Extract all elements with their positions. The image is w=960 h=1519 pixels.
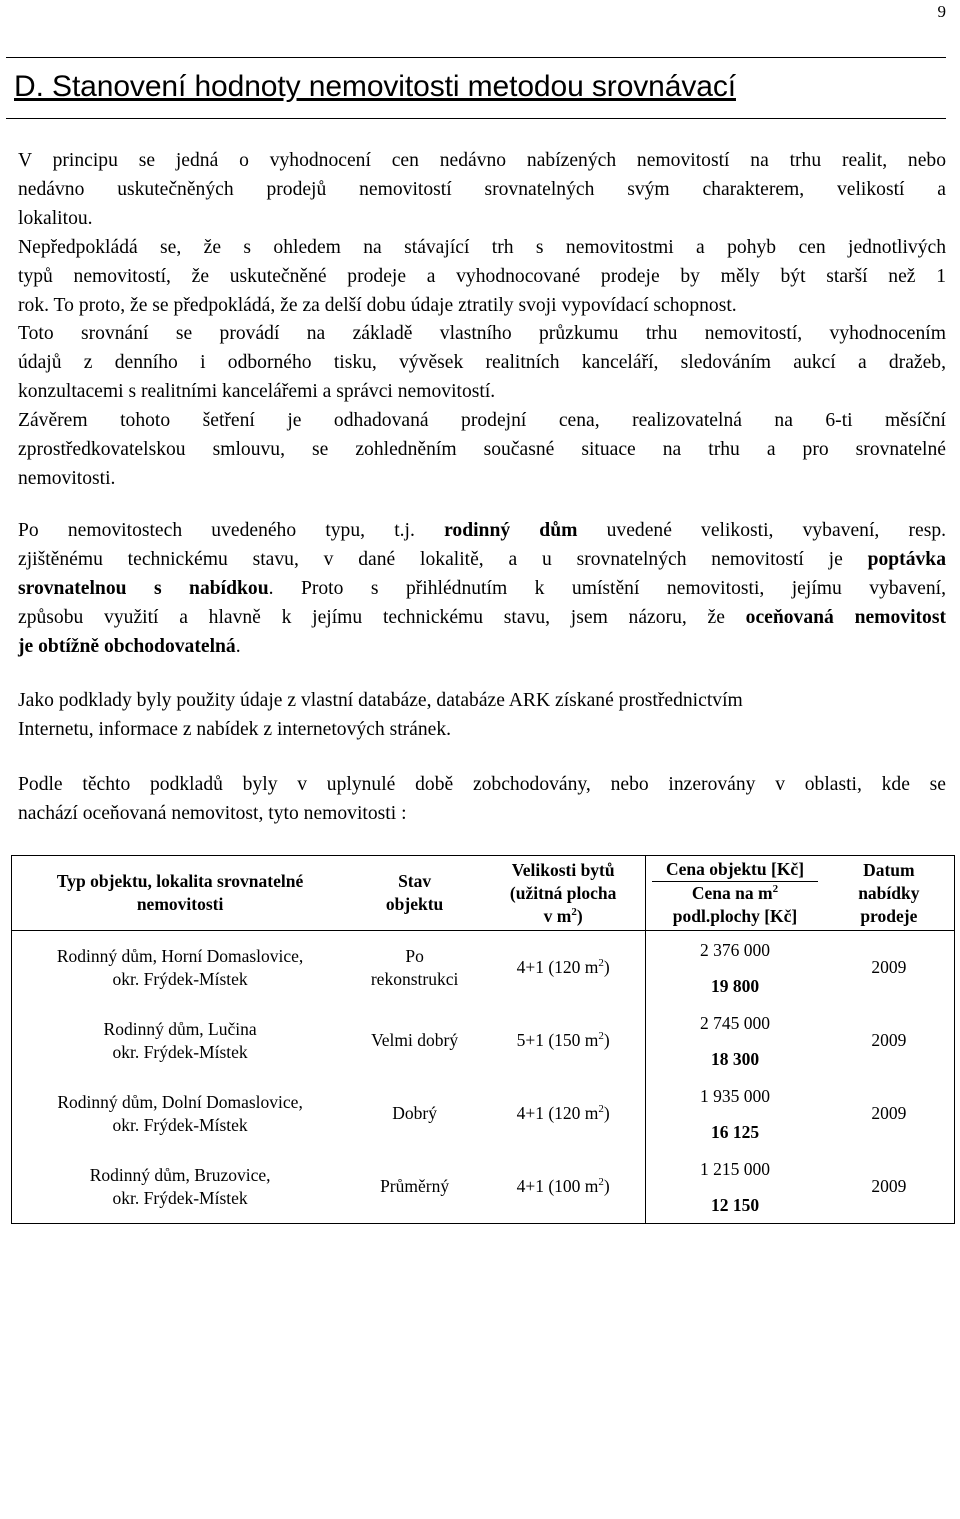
header-text: objektu [385, 894, 444, 914]
text-line: Nepředpokládá se, že s ohledem na stávající trh s nemovitostmi a pohyb cen jednotlivých [18, 237, 946, 258]
header-object-type [12, 856, 349, 931]
header-price [646, 856, 824, 931]
cell-text: ) [603, 1103, 610, 1123]
cell-text: Velmi dobrý [371, 1030, 459, 1050]
header-text: (užitná plocha [509, 882, 617, 903]
cell-text: okr. Frýdek-Místek [112, 968, 248, 989]
cell-price [646, 1150, 824, 1224]
cell-flat-size [481, 1077, 646, 1150]
text-line: konzultacemi s realitními kancelářemi a správci nemovitostí. [18, 381, 496, 402]
cell-text: Rodinný dům, Horní Domaslovice, [56, 945, 304, 966]
bold-text-run: poptávka [867, 549, 946, 570]
text-run: . Proto s přihlédnutím k umístění nemovitosti, jejímu vybavení, [268, 578, 946, 599]
cell-text: Po [405, 945, 424, 966]
bold-text-run: oceňovaná nemovitost [745, 607, 946, 628]
cell-object-state [348, 1150, 481, 1224]
header-text: Stav [398, 871, 432, 891]
header-flat-size [481, 856, 646, 931]
header-text: podl.plochy [Kč] [672, 906, 798, 926]
superscript: 2 [598, 1030, 604, 1043]
text-line [18, 574, 946, 603]
bold-text-run: je obtížně obchodovatelná [18, 636, 236, 657]
cell-price-per-m2: 16 125 [710, 1121, 760, 1142]
cell-object-type [12, 931, 349, 1005]
table-row [12, 1150, 955, 1224]
table-header-row [12, 856, 955, 931]
cell-flat-size [481, 1004, 646, 1077]
header-text: Velikosti bytů [511, 859, 615, 880]
bold-text-run: rodinný dům [444, 520, 578, 541]
cell-object-type [12, 1150, 349, 1224]
cell-text: ) [603, 957, 610, 977]
cell-text: 4+1 (120 m [516, 1103, 599, 1123]
cell-text: Rodinný dům, Bruzovice, [89, 1164, 271, 1185]
page-number: 9 [937, 2, 946, 21]
text-line: Internetu, informace z nabídek z internetových stránek. [18, 719, 452, 740]
header-offer-date [824, 856, 955, 931]
text-line: typů nemovitostí, že uskutečněné prodeje a vyhodnocované prodeje by měly být starší než 1 [18, 266, 946, 287]
text-line: Závěrem tohoto šetření je odhadovaná prodejní cena, realizovatelná na 6-ti měsíční [18, 410, 946, 431]
section-heading: D. Stanovení hodnoty nemovitosti metodou srovnávací [14, 70, 736, 103]
cell-offer-date: 2009 [871, 1176, 907, 1196]
text-line: Jako podklady byly použity údaje z vlastní databáze, databáze ARK získané prostřednictvím [18, 690, 743, 711]
cell-price-per-m2: 12 150 [710, 1194, 760, 1215]
text-run: . [235, 636, 241, 657]
cell-text: 5+1 (150 m [516, 1030, 599, 1050]
cell-price-total: 2 745 000 [700, 1012, 770, 1033]
cell-object-type [12, 1004, 349, 1077]
cell-flat-size [481, 1150, 646, 1224]
comparison-table [11, 855, 955, 1224]
text-line [18, 632, 946, 661]
cell-price-total: 1 215 000 [700, 1158, 770, 1179]
cell-price-per-m2: 18 300 [710, 1048, 760, 1069]
cell-price-per-m2: 19 800 [710, 975, 760, 996]
text-line: nemovitosti. [18, 468, 116, 489]
cell-text: Rodinný dům, Lučina [103, 1018, 257, 1039]
header-text [646, 882, 823, 905]
cell-text: Dobrý [392, 1103, 437, 1123]
cell-text: okr. Frýdek-Místek [112, 1114, 248, 1135]
cell-object-state [348, 1004, 481, 1077]
cell-object-state [348, 931, 481, 1005]
text-line: V principu se jedná o vyhodnocení cen nedávno nabízených nemovitostí na trhu realit, nebo [18, 150, 946, 171]
cell-text: ) [603, 1176, 610, 1196]
cell-text: ) [603, 1030, 610, 1050]
header-object-state [348, 856, 481, 931]
header-text: Cena objektu [Kč] [652, 858, 817, 882]
text-run: způsobu využití a hlavně k jejímu technickému stavu, jsem názoru, že [18, 607, 725, 628]
text-line: Toto srovnání se provádí na základě vlastního průzkumu trhu nemovitostí, vyhodnocením [18, 323, 946, 344]
paragraph-listing-intro [18, 770, 946, 828]
text-line [18, 603, 946, 632]
superscript: 2 [598, 1103, 604, 1116]
cell-text: okr. Frýdek-Místek [112, 1187, 248, 1208]
table-row [12, 1077, 955, 1150]
header-text: Datum [863, 859, 915, 880]
header-text-run: ) [576, 905, 583, 926]
cell-text: 4+1 (120 m [516, 957, 599, 977]
cell-text: Rodinný dům, Dolní Domaslovice, [57, 1091, 303, 1112]
cell-offer-date: 2009 [871, 1103, 907, 1123]
superscript: 2 [772, 883, 779, 896]
text-line: rok. To proto, že se předpokládá, že za delší dobu údaje ztratily svoji vypovídací schopnost. [18, 295, 737, 316]
cell-price [646, 931, 824, 1005]
bold-text-run: srovnatelnou s nabídkou [18, 578, 269, 599]
text-line [18, 516, 946, 545]
text-run: Po nemovitostech uvedeného typu, t.j. [18, 520, 415, 541]
text-run: uvedené velikosti, vybavení, resp. [606, 520, 947, 541]
cell-text: Průměrný [380, 1176, 450, 1196]
cell-object-type [12, 1077, 349, 1150]
text-run: zjištěnému technickému stavu, v dané lokalitě, a u srovnatelných nemovitostí je [18, 549, 843, 570]
paragraph-sources [18, 686, 946, 744]
cell-offer-date: 2009 [871, 957, 907, 977]
cell-price [646, 1077, 824, 1150]
cell-text: okr. Frýdek-Místek [112, 1041, 248, 1062]
text-line [18, 545, 946, 574]
cell-offer-date: 2009 [871, 1030, 907, 1050]
cell-text: 4+1 (100 m [516, 1176, 599, 1196]
cell-price [646, 1004, 824, 1077]
superscript: 2 [571, 905, 577, 918]
cell-flat-size [481, 931, 646, 1005]
text-line: údajů z denního i odborného tisku, vývěsek realitních kanceláří, sledováním aukcí a dražeb, [18, 352, 946, 373]
cell-object-state [348, 1077, 481, 1150]
text-line: zprostředkovatelskou smlouvu, se zohledněním současné situace na trhu a pro srovnatelné [18, 439, 946, 460]
text-line: Podle těchto podkladů byly v uplynulé době zobchodovány, nebo inzerovány v oblasti, kde se [18, 774, 946, 795]
text-line: nachází oceňovaná nemovitost, tyto nemovitosti : [18, 803, 407, 824]
paragraph-conclusion [18, 516, 946, 661]
table-row [12, 931, 955, 1005]
cell-price-total: 1 935 000 [700, 1085, 770, 1106]
cell-price-total: 2 376 000 [700, 939, 770, 960]
header-text: Typ objektu, lokalita srovnatelné [56, 871, 304, 891]
cell-text: rekonstrukci [370, 968, 459, 989]
header-text: prodeje [860, 905, 918, 926]
paragraph-method [18, 319, 946, 493]
header-text [481, 905, 645, 928]
header-text: nabídky [858, 882, 920, 903]
header-text: nemovitosti [136, 894, 224, 914]
header-text-run: Cena na m [691, 883, 773, 903]
superscript: 2 [598, 1176, 604, 1189]
table-row [12, 1004, 955, 1077]
text-line: nedávno uskutečněných prodejů nemovitostí srovnatelných svým charakterem, velikostí a [18, 179, 946, 200]
superscript: 2 [598, 957, 604, 970]
text-line: lokalitou. [18, 208, 93, 229]
paragraph-intro [18, 146, 946, 320]
header-text-run: v m [543, 905, 572, 926]
